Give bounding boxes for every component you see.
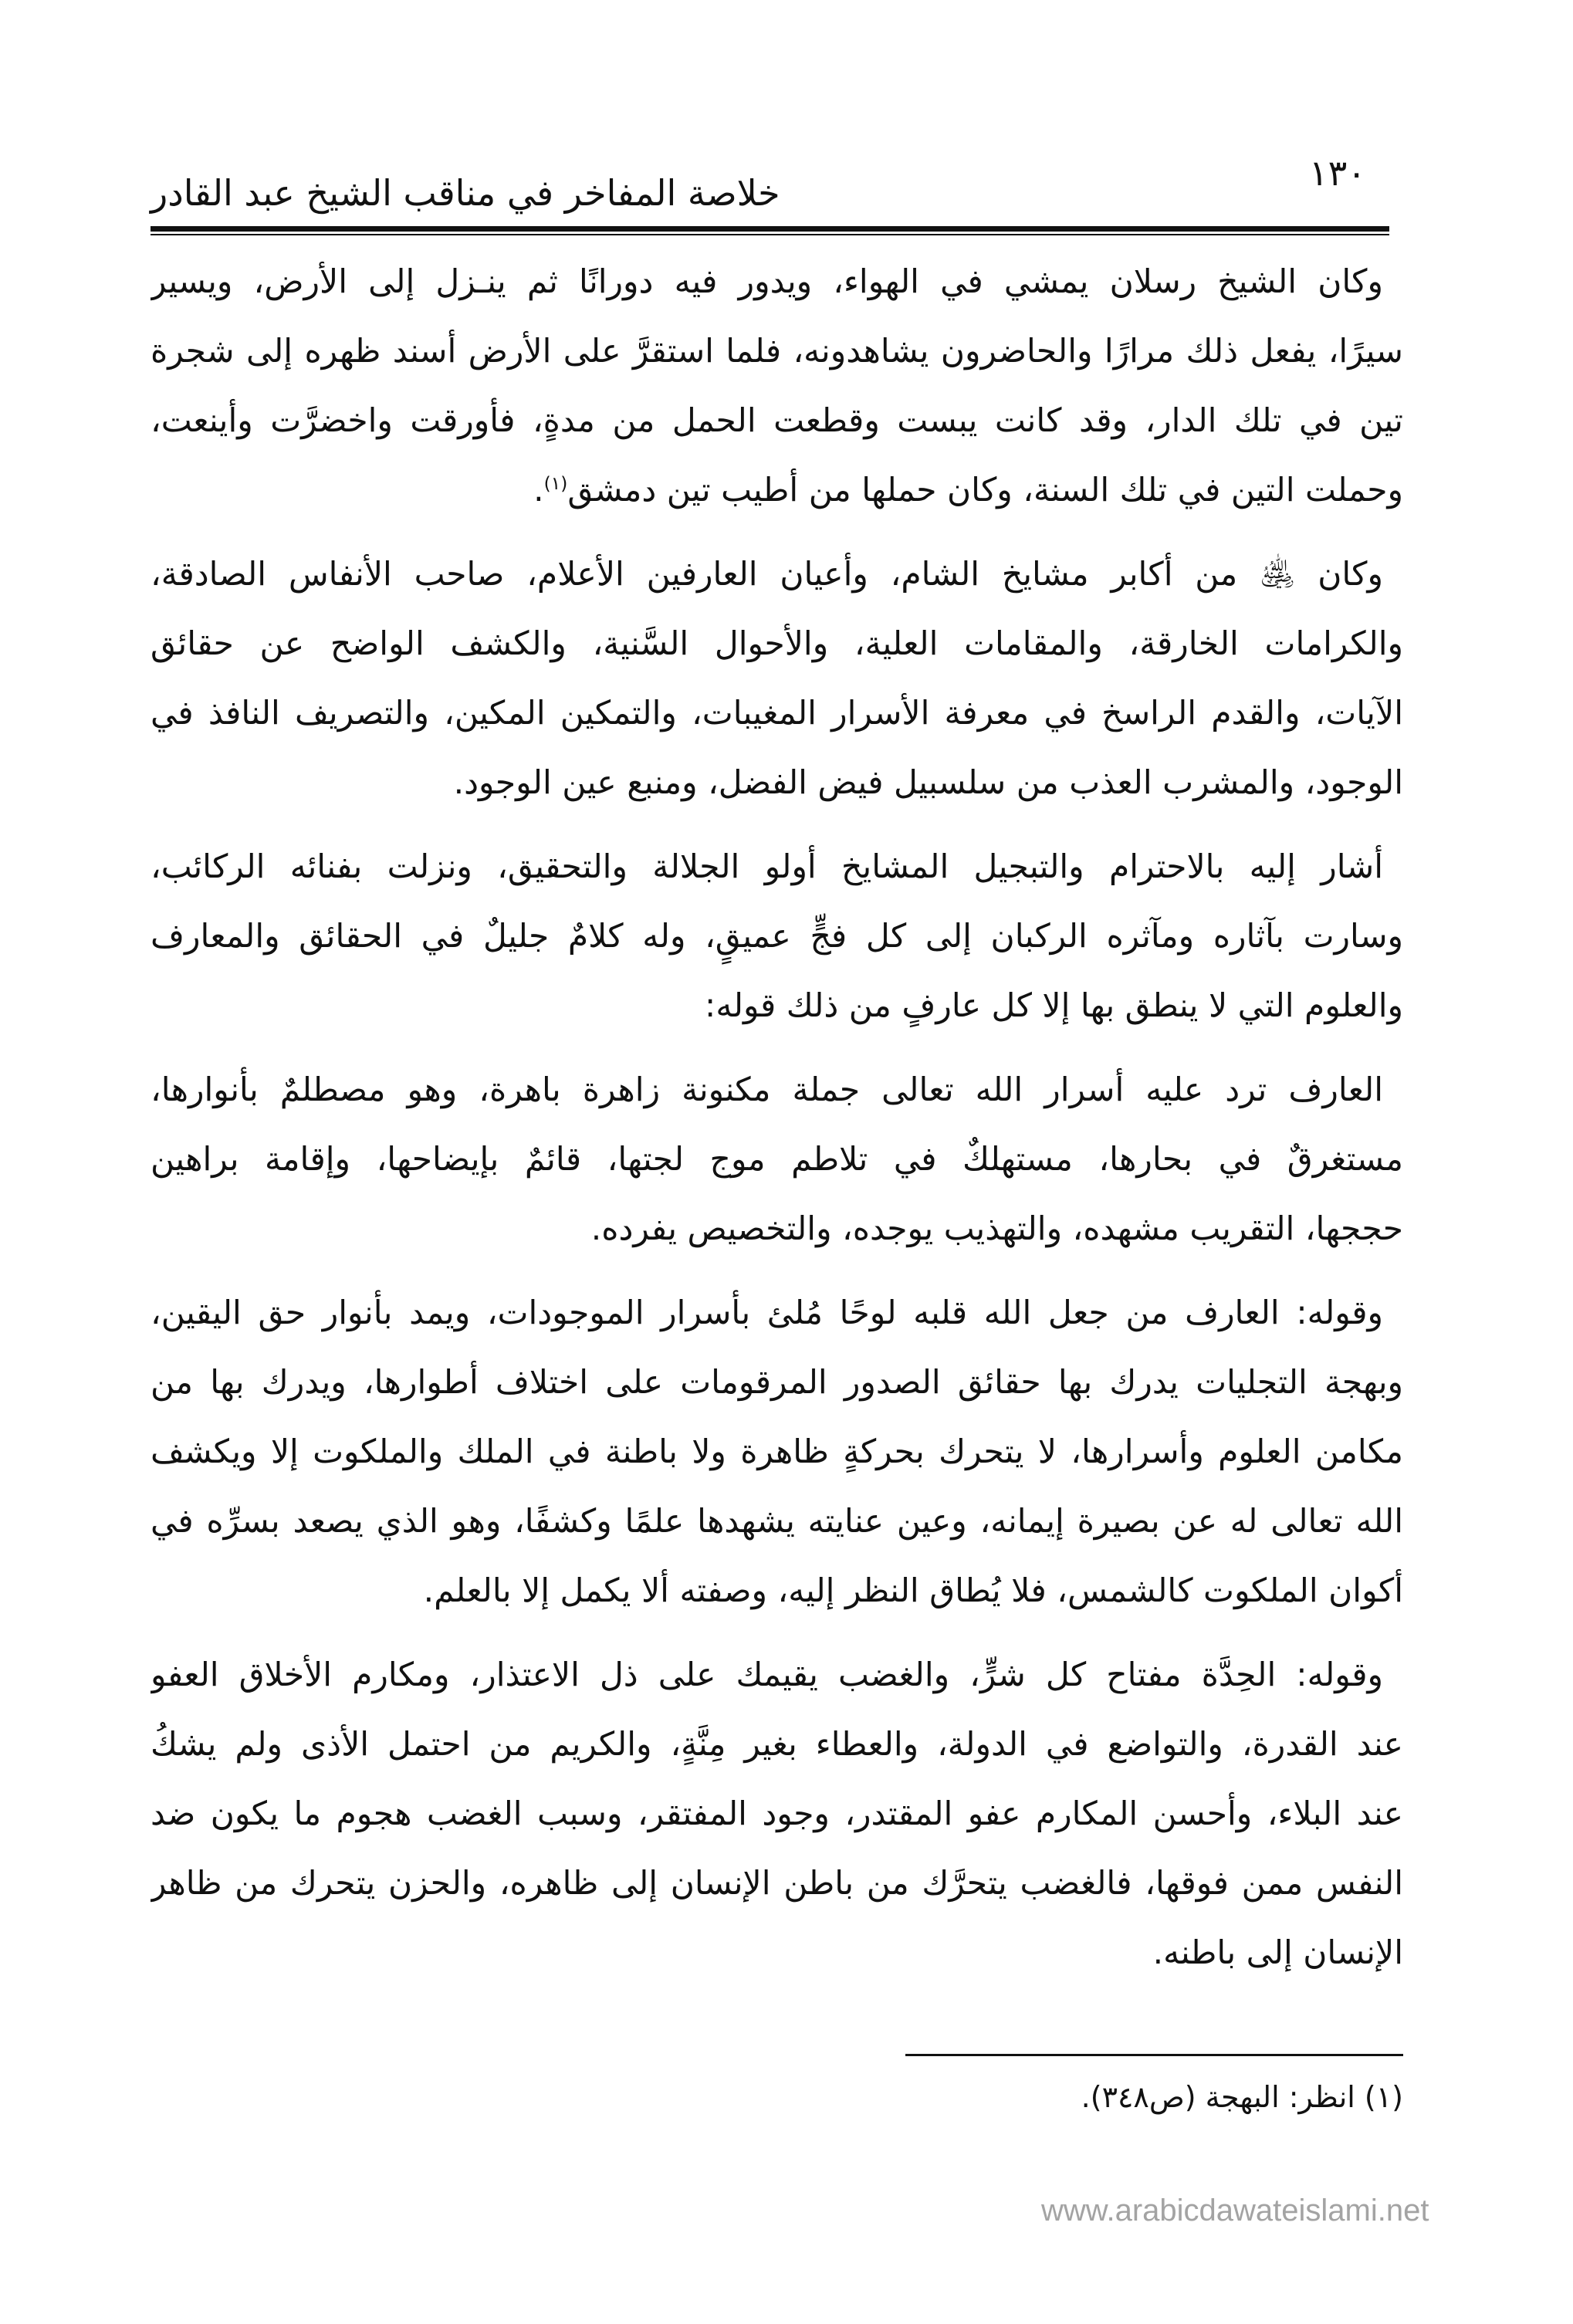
paragraph xyxy=(151,1279,1403,1626)
text-line: مستغرقٌ في بحارها، مستهلكٌ في تلاطم موج لجتها، قائمٌ بإيضاحها، وإقامة براهين xyxy=(151,1141,1403,1179)
line-text: وحملت التين في تلك السنة، وكان حملها من أطيب تين دمشق xyxy=(567,472,1403,509)
text-line: الإنسان إلى باطنه. xyxy=(1152,1934,1403,1972)
text-line: الله تعالى له عن بصيرة إيمانه، وعين عنايته يشهدها علمًا وكشفًا، وهو الذي يصعد بسرِّه في xyxy=(151,1503,1403,1541)
paragraph xyxy=(151,248,1403,526)
paragraph xyxy=(151,1641,1403,1988)
body-text xyxy=(151,248,1403,1988)
text-line: أشار إليه بالاحترام والتبجيل المشايخ أولو الجلالة والتحقيق، ونزلت بفنائه الركائب، xyxy=(151,848,1383,886)
text-line: والكرامات الخارقة، والمقامات العلية، والأحوال السَّنية، والكشف الواضح عن حقائق xyxy=(151,625,1403,663)
paragraph xyxy=(151,1056,1403,1264)
text-line: النفس ممن فوقها، فالغضب يتحرَّك من باطن الإنسان إلى ظاهره، والحزن يتحرك من ظاهر xyxy=(151,1865,1403,1903)
footnote-reference: (١) xyxy=(543,472,568,494)
line-end-punctuation: . xyxy=(533,472,544,509)
paragraph xyxy=(151,833,1403,1041)
text-line: أكوان الملكوت كالشمس، فلا يُطاق النظر إليه، وصفته ألا يكمل إلا بالعلم. xyxy=(423,1572,1403,1610)
text-line: مكامن العلوم وأسرارها، لا يتحرك بحركةٍ ظاهرة ولا باطنة في الملك والملكوت إلا ويكشف xyxy=(151,1433,1403,1471)
text-line: وكان الشيخ رسلان يمشي في الهواء، ويدور فيه دورانًا ثم ينـزل إلى الأرض، ويسير xyxy=(151,263,1383,301)
text-line: الآيات، والقدم الراسخ في معرفة الأسرار المغيبات، والتمكين المكين، والتصريف النافذ في xyxy=(151,695,1403,732)
header-rule xyxy=(151,226,1389,235)
text-line: الوجود، والمشرب العذب من سلسبيل فيض الفضل، ومنبع عين الوجود. xyxy=(453,764,1403,802)
text-line: وقوله: العارف من جعل الله قلبه لوحًا مُلئ بأسرار الموجودات، ويمد بأنوار حق اليقين، xyxy=(151,1294,1383,1332)
text-line: عند القدرة، والتواضع في الدولة، والعطاء بغير مِنَّةٍ، والكريم من احتمل الأذى ولم يشكُ xyxy=(151,1726,1403,1764)
text-line: وبهجة التجليات يدرك بها حقائق الصدور المرقومات على اختلاف أطوارها، ويدرك بها من xyxy=(151,1364,1403,1402)
footnote-separator xyxy=(905,2054,1403,2056)
watermark-url: www.arabicdawateislami.net xyxy=(1041,2194,1429,2228)
text-line xyxy=(151,456,1403,526)
running-title: خلاصة المفاخر في مناقب الشيخ عبد القادر xyxy=(151,172,780,214)
text-line: وقوله: الحِدَّة مفتاح كل شرٍّ، والغضب يقيمك على ذل الاعتذار، ومكارم الأخلاق العفو xyxy=(151,1656,1383,1694)
page-number: ١٣٠ xyxy=(1308,152,1366,194)
text-line: والعلوم التي لا ينطق بها إلا كل عارفٍ من ذلك قوله: xyxy=(705,987,1403,1025)
text-line: تين في تلك الدار، وقد كانت يبست وقطعت الحمل من مدةٍ، فأورقت واخضرَّت وأينعت، xyxy=(151,402,1403,440)
text-line: عند البلاء، وأحسن المكارم عفو المقتدر، وجود المفتقر، وسبب الغضب هجوم ما يكون ضد xyxy=(151,1795,1403,1833)
text-line: حججها، التقريب مشهده، والتهذيب يوجده، والتخصيص يفرده. xyxy=(590,1210,1403,1248)
paragraph xyxy=(151,540,1403,818)
text-line: وسارت بآثاره ومآثره الركبان إلى كل فجٍّ عميقٍ، وله كلامٌ جليلٌ في الحقائق والمعارف xyxy=(151,918,1403,956)
footnote: (١) انظر: البهجة (ص٣٤٨). xyxy=(1081,2080,1403,2114)
text-line: وكان ﵁ من أكابر مشايخ الشام، وأعيان العارفين الأعلام، صاحب الأنفاس الصادقة، xyxy=(151,556,1383,594)
text-line: سيرًا، يفعل ذلك مرارًا والحاضرون يشاهدونه، فلما استقرَّ على الأرض أسند ظهره إلى شجرة xyxy=(151,333,1403,370)
text-line: العارف ترد عليه أسرار الله تعالى جملة مكنونة زاهرة باهرة، وهو مصطلمٌ بأنوارها، xyxy=(151,1071,1383,1109)
